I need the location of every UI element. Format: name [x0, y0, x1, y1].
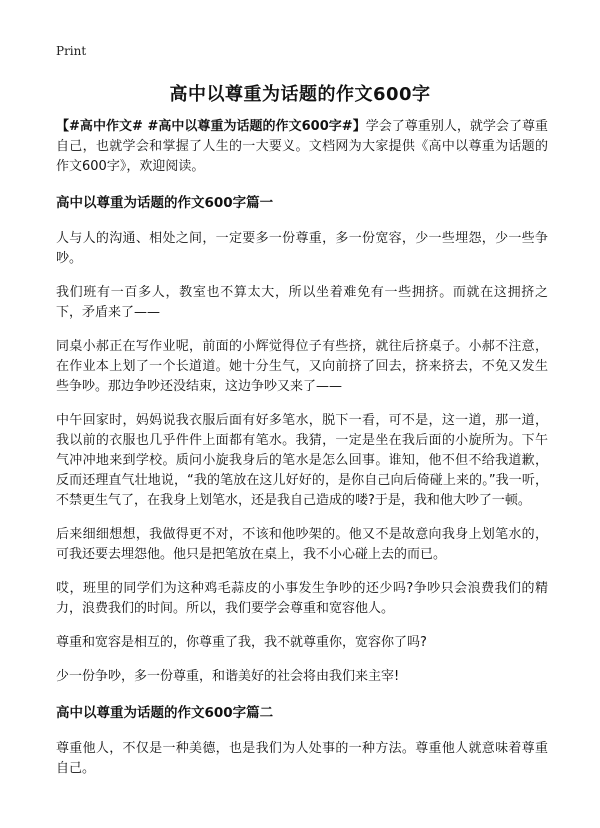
body-paragraph: 后来细细想想，我做得更不对，不该和他吵架的。他又不是故意向我身上划笔水的，可我还要去埋怨他。他只是把笔放在桌上，我不小心碰上去的而已。: [56, 527, 548, 562]
body-paragraph: 少一份争吵，多一份尊重，和谐美好的社会将由我们来主宰!: [56, 669, 400, 684]
document-title: 高中以尊重为话题的作文600字: [169, 84, 431, 105]
section-heading-2: 高中以尊重为话题的作文600字篇二: [56, 705, 274, 721]
body-paragraph: 同桌小郝正在写作业呢，前面的小辉觉得位子有些挤，就往后挤桌子。小郝不注意，在作业本上划了一个长道道。她十分生气，又向前挤了回去，挤来挤去，不免又发生些争吵。那边争吵还没结束，这边争吵又来了——: [56, 339, 548, 394]
body-paragraph: 中午回家时，妈妈说我衣服后面有好多笔水，脱下一看，可不是，这一道，那一道，我以前的衣服也几乎件件上面都有笔水。我猜，一定是坐在我后面的小旋所为。下午气冲冲地来到学校。质问小旋我身后的笔水是怎么回事。谁知，他不但不给我道歉，反而还理直气壮地说，“我的笔放在这儿好好的，是你自己向后倚碰上来的。”我一听，不禁更生气了，在我身上划笔水，还是我自己造成的喽?于是，我和他大吵了一顿。: [56, 413, 548, 508]
document-body: [56, 117, 548, 793]
body-paragraph: 尊重和宽容是相互的，你尊重了我，我不就尊重你，宽容你了吗?: [56, 635, 427, 650]
body-paragraph: 尊重他人，不仅是一种美德，也是我们为人处事的一种方法。尊重他人就意味着尊重自己。: [56, 741, 548, 776]
intro-tag: 【#高中作文# #高中以尊重为话题的作文600字#】: [56, 119, 366, 134]
body-paragraph: 我们班有一百多人，教室也不算太大，所以坐着难免有一些拥挤。而就在这拥挤之下，矛盾来了——: [56, 285, 548, 320]
section-heading-1: 高中以尊重为话题的作文600字篇一: [56, 195, 274, 211]
intro-text: 学会了尊重别人，就学会了尊重自己，也就学会和掌握了人生的一大要义。文档网为大家提供《高中以尊重为话题的作文600字》，欢迎阅读。: [56, 119, 548, 174]
body-paragraph: 哎，班里的同学们为这种鸡毛蒜皮的小事发生争吵的还少吗?争吵只会浪费我们的精力，浪费我们的时间。所以，我们要学会尊重和宽容他人。: [56, 581, 548, 616]
print-label: Print: [56, 44, 87, 58]
intro-paragraph: [56, 117, 548, 177]
body-paragraph: 人与人的沟通、相处之间，一定要多一份尊重，多一份宽容，少一些埋怨，少一些争吵。: [56, 231, 548, 266]
